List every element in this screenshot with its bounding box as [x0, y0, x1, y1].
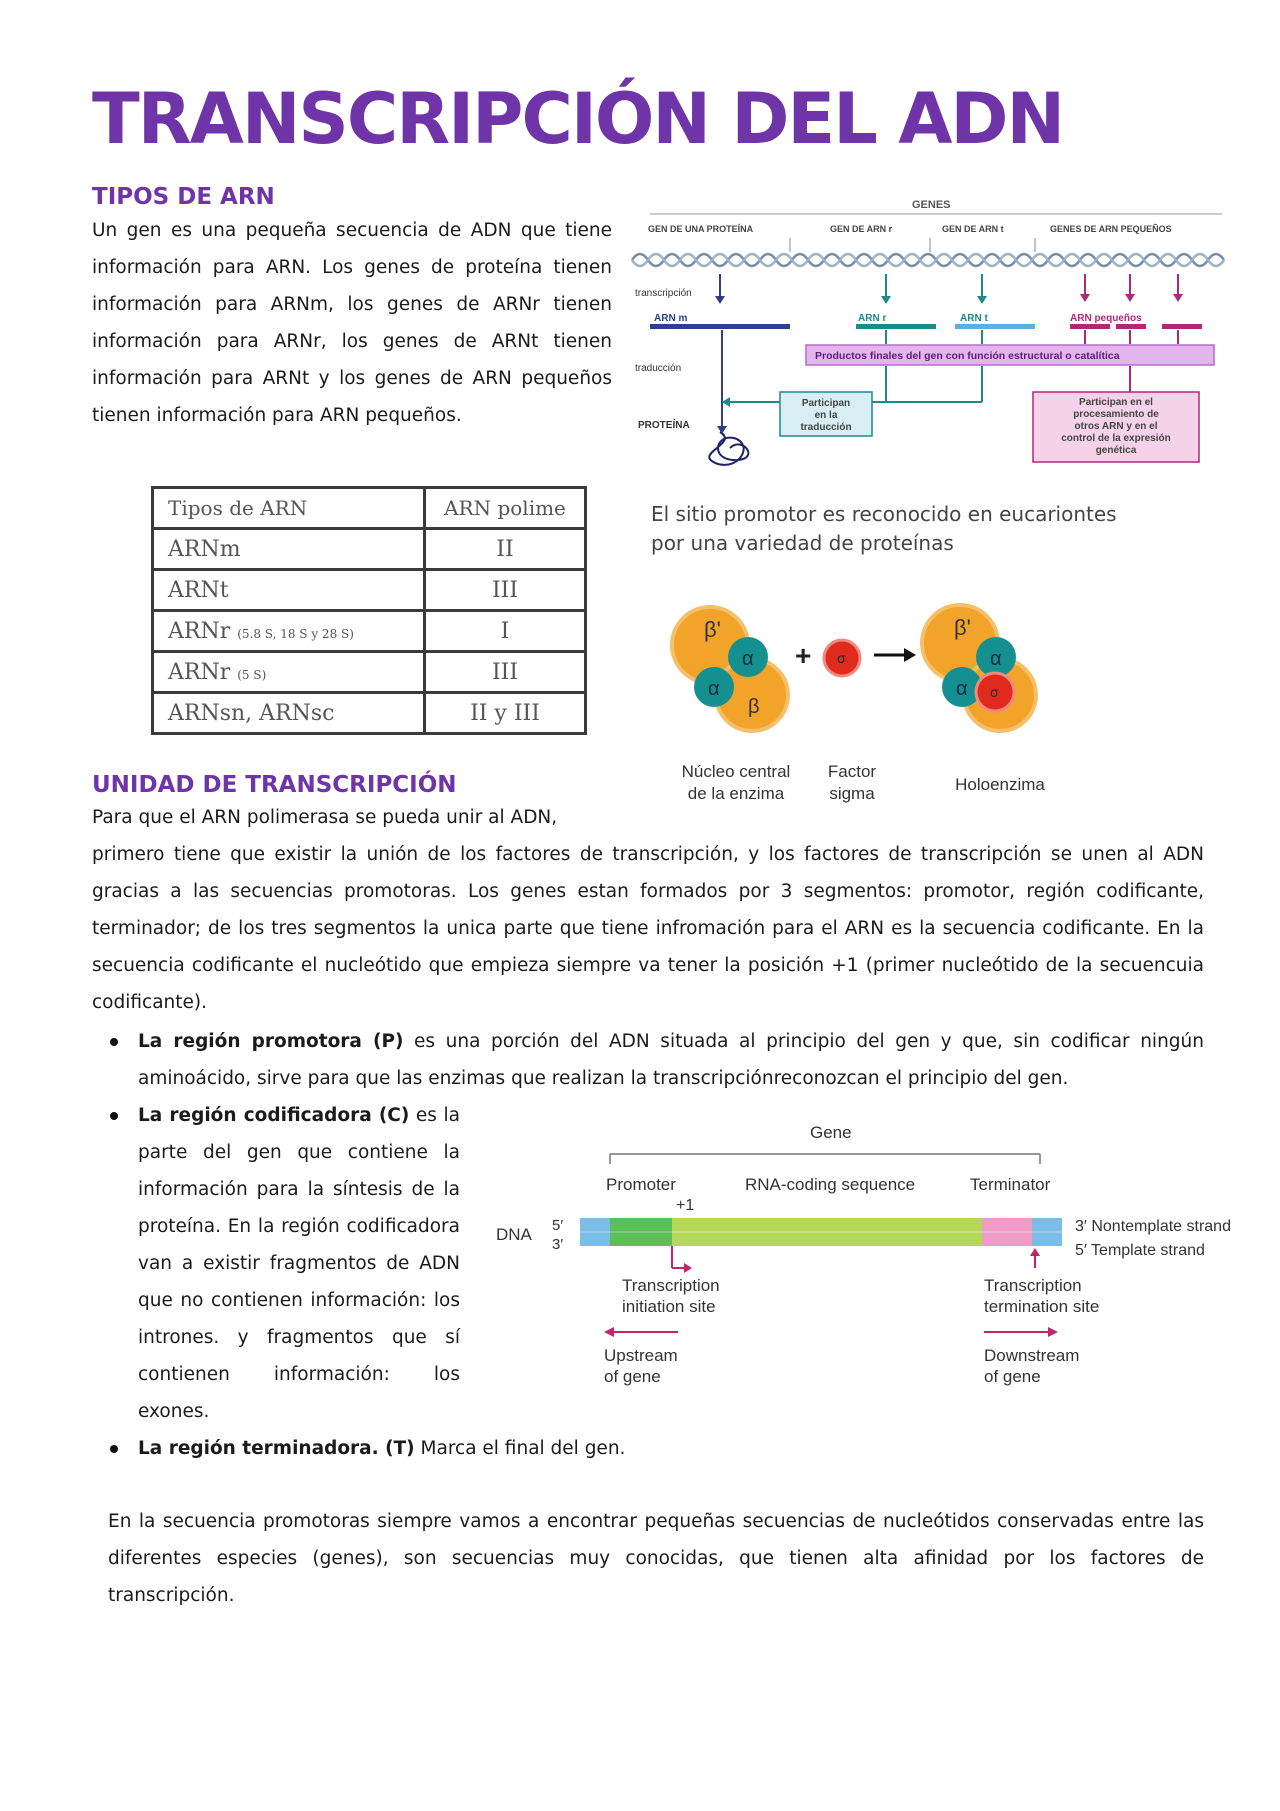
table-row	[153, 570, 586, 611]
gene-label-arnr: GEN DE ARN r	[830, 224, 893, 234]
term-site-2: termination site	[984, 1297, 1100, 1316]
downstream-2: of gene	[984, 1367, 1041, 1386]
arn-t-label: ARN t	[960, 313, 988, 324]
productos-label: Productos finales del gen con función estructural o catalítica	[815, 350, 1120, 362]
table-cell-type: ARNsn, ARNsc	[153, 693, 425, 734]
alpha-label-1: α	[742, 648, 754, 670]
table-cell-pol: I	[425, 611, 586, 652]
rna-polymerase-table	[151, 486, 587, 735]
holo-sigma-label: σ	[990, 684, 999, 700]
bullet-list-3	[92, 1430, 1204, 1467]
enzyme-diagram	[660, 585, 1060, 765]
table-row	[153, 693, 586, 734]
gene-label-small: GENES DE ARN PEQUEÑOS	[1050, 224, 1172, 234]
terminator-label: Terminator	[970, 1175, 1051, 1194]
gene-structure-diagram	[490, 1118, 1270, 1408]
section-heading-unidad: UNIDAD DE TRANSCRIPCIÓN	[92, 772, 457, 798]
table-row	[153, 652, 586, 693]
dna-label: DNA	[496, 1225, 532, 1244]
unidad-paragraph: primero tiene que existir la unión de los factores de transcripción, y los factores de transcripción se unen al ADN gracias a las secuencias promotoras. Los genes estan formados por 3 segmentos: promotor, región codificante, terminador; de los tres segmentos la unica parte que tiene infromación para el ARN es la secuencia codificante. En la secuencia codificante el nucleótido que empieza siempre va tener la posición +1 (primer nucleótido de la secuencuia codificante).	[92, 844, 1204, 1013]
closing-paragraph: En la secuencia promotoras siempre vamos a encontrar pequeñas secuencias de nucleótidos conservadas entre las diferentes especies (genes), son secuencias muy conocidas, que tienen alta afinidad por los factores de transcripción.	[108, 1511, 1204, 1606]
five-prime-left: 5′	[552, 1217, 564, 1234]
participan-proc-2: procesamiento de	[1073, 409, 1159, 420]
unidad-intro-line: Para que el ARN polimerasa se pueda unir al ADN,	[92, 807, 558, 828]
table-cell-pol: II	[425, 529, 586, 570]
table-header-polymerase: ARN polime	[425, 488, 586, 529]
proteina-label: PROTEÍNA	[638, 420, 690, 431]
participan-proc-5: genética	[1095, 445, 1137, 456]
label-holoenzyme: Holoenzima	[955, 775, 1045, 794]
participan-traduccion-2: en la	[814, 410, 838, 421]
list-item-terminadora: La región terminadora. (T) Marca el final del gen.	[92, 1430, 1204, 1467]
holo-alpha-label-1: α	[990, 648, 1002, 670]
participan-traduccion-1: Participan	[801, 398, 851, 409]
page-title: TRANSCRIPCIÓN DEL ADN	[92, 78, 1064, 160]
genes-diagram	[630, 192, 1230, 470]
table-cell-type: ARNr (5 S)	[153, 652, 425, 693]
participan-proc-3: otros ARN y en el	[1074, 421, 1158, 432]
init-site-2: initiation site	[622, 1297, 716, 1316]
participan-proc-1: Participan en el	[1079, 397, 1153, 408]
template-label: 5′ Template strand	[1075, 1242, 1205, 1259]
table-cell-type: ARNt	[153, 570, 425, 611]
participan-proc-4: control de la expresión	[1061, 433, 1171, 444]
plus-sign: +	[795, 640, 812, 671]
arn-r-label: ARN r	[858, 313, 887, 324]
table-row	[153, 529, 586, 570]
table-header-type: Tipos de ARN	[153, 488, 425, 529]
table-row	[153, 611, 586, 652]
alpha-label-2: α	[708, 678, 720, 700]
upstream-2: of gene	[604, 1367, 661, 1386]
holo-beta-prime-label: β'	[954, 615, 971, 640]
gene-label-arnt: GEN DE ARN t	[942, 224, 1004, 234]
plus-one-label: +1	[676, 1197, 695, 1214]
term-site-1: Transcription	[984, 1276, 1082, 1295]
downstream-1: Downstream	[984, 1346, 1080, 1365]
table-cell-pol: III	[425, 652, 586, 693]
table-header-row	[153, 488, 586, 529]
upstream-1: Upstream	[604, 1346, 678, 1365]
beta-label: β	[748, 696, 760, 718]
three-prime-left: 3′	[552, 1236, 564, 1253]
table-cell-pol: II y III	[425, 693, 586, 734]
table-cell-pol: III	[425, 570, 586, 611]
gene-label-protein: GEN DE UNA PROTEÍNA	[648, 224, 754, 234]
sigma-label: σ	[837, 650, 846, 666]
promoter-label: Promoter	[606, 1175, 676, 1194]
genes-top-label: GENES	[912, 199, 951, 211]
label-sigma-factor: Factor sigma	[827, 762, 877, 803]
protein-coil-icon	[709, 432, 748, 465]
dna-helix	[632, 254, 1224, 266]
promoter-caption: El sitio promotor es reconocido en eucariontes por una variedad de proteínas	[651, 502, 1117, 555]
bullet-list-2	[92, 1097, 460, 1430]
list-item-codificadora: La región codificadora (C) es la parte del gen que contiene la información para la síntesis de la proteína. En la región codificadora van a existir fragmentos de ADN que no contienen información: los intrones. y fragmentos que sí contienen información: los exones.	[92, 1097, 460, 1430]
init-site-1: Transcription	[622, 1276, 720, 1295]
label-core-enzyme: Núcleo central de la enzima	[681, 762, 791, 803]
holo-alpha-label-2: α	[956, 678, 968, 700]
beta-prime-label: β'	[704, 617, 721, 642]
traduccion-label: traducción	[635, 363, 682, 374]
coding-label: RNA-coding sequence	[745, 1175, 916, 1194]
arn-pequenos-label: ARN pequeños	[1070, 313, 1142, 324]
participan-traduccion-3: traducción	[800, 422, 852, 433]
nontemplate-label: 3′ Nontemplate strand	[1075, 1218, 1231, 1235]
gene-label: Gene	[810, 1123, 852, 1142]
transcripcion-label: transcripción	[635, 288, 692, 299]
table-cell-type: ARNm	[153, 529, 425, 570]
bullet-list-1	[92, 1023, 1204, 1097]
list-item-promotora: La región promotora (P) es una porción del ADN situada al principio del gen y que, sin codificar ningún aminoácido, sirve para que las enzimas que realizan la transcripciónreconozcan el principio del gen.	[92, 1023, 1204, 1097]
arn-m-label: ARN m	[654, 313, 688, 324]
table-cell-type: ARNr (5.8 S, 18 S y 28 S)	[153, 611, 425, 652]
tipos-arn-paragraph: Un gen es una pequeña secuencia de ADN que tiene información para ARN. Los genes de proteína tienen información para ARNm, los genes de ARNr tienen información para ARNr, los genes de ARNt tienen información para ARNt y los genes de ARN pequeños tienen información para ARN pequeños.	[92, 220, 612, 426]
section-heading-tipos-arn: TIPOS DE ARN	[92, 184, 275, 210]
